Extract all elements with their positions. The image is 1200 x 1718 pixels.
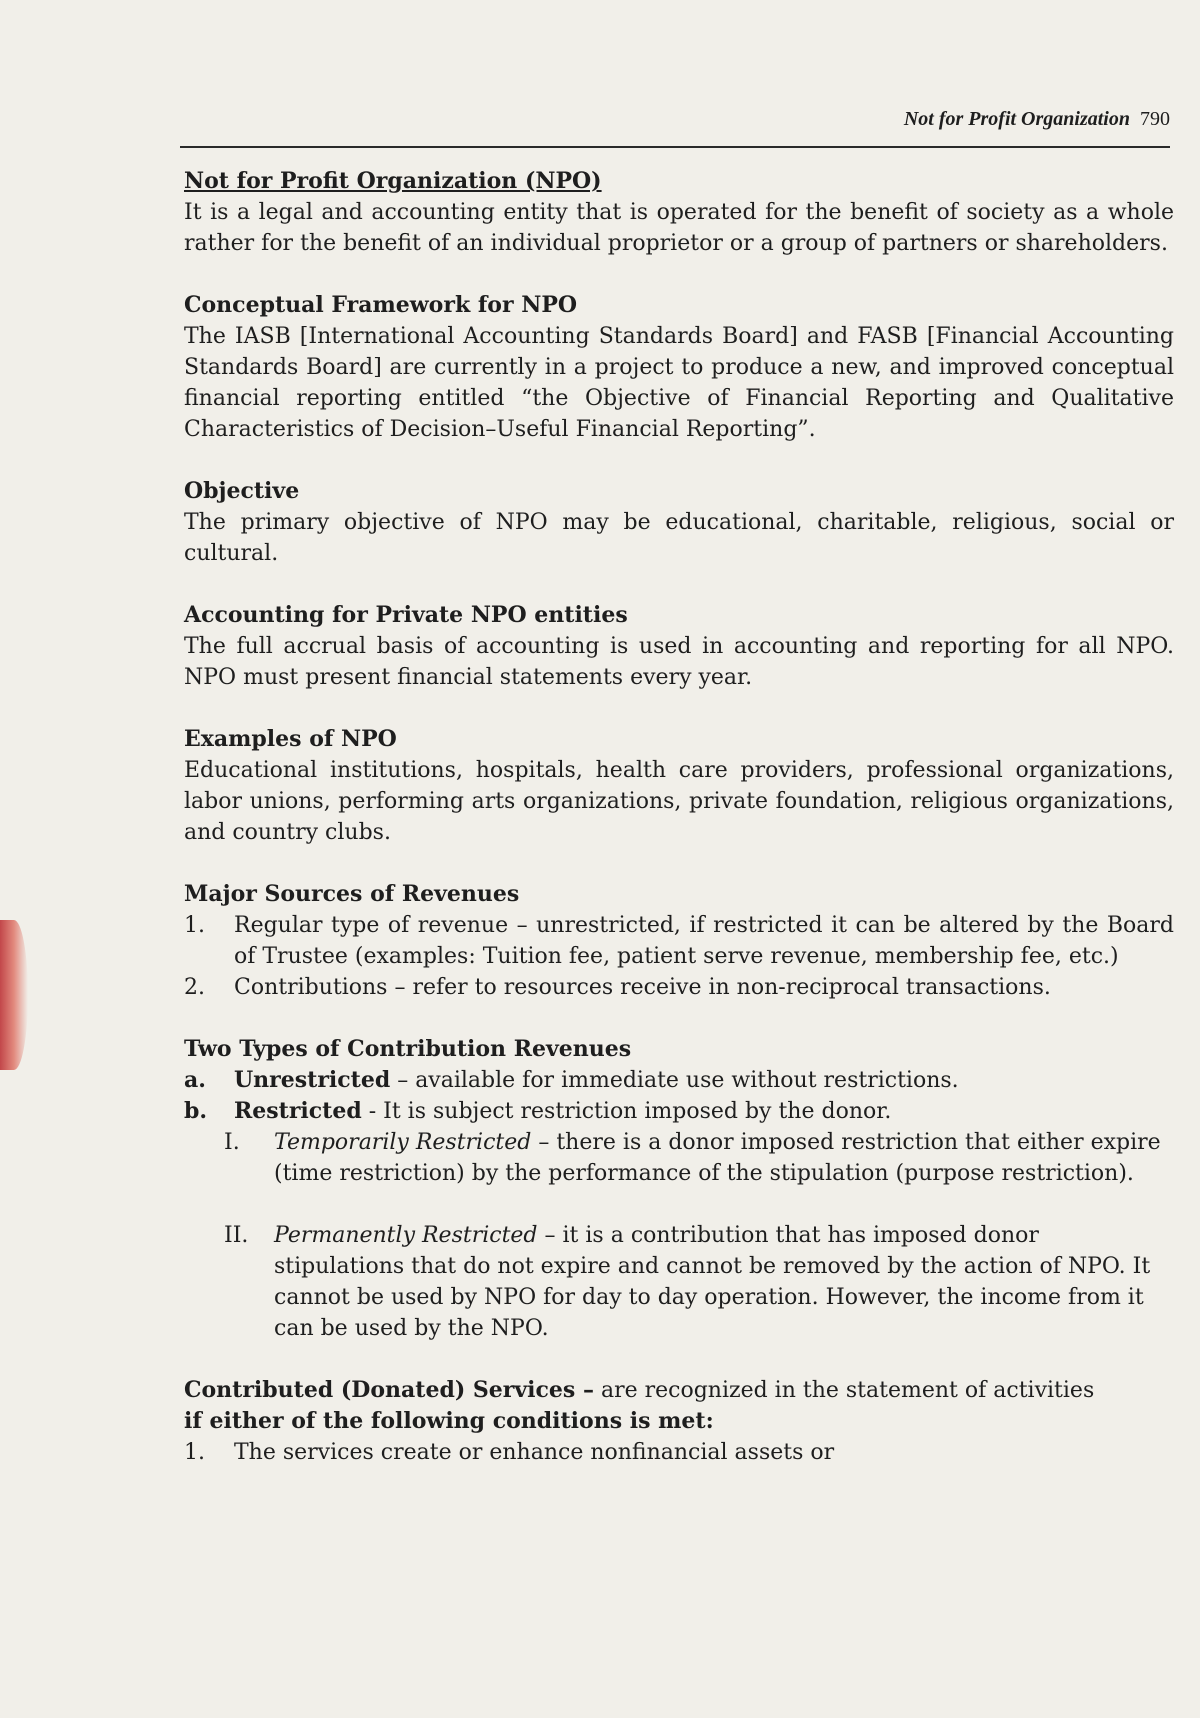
section-text <box>184 1375 1174 1406</box>
section-heading: Not for Profit Organization (NPO) <box>184 168 602 194</box>
list-marker: b. <box>184 1098 208 1124</box>
list-item-text <box>234 1096 1174 1127</box>
section-heading: Two Types of Contribution Revenues <box>184 1036 632 1062</box>
list-item-text: Regular type of revenue – unrestricted, if restricted it can be altered by the Board of Trustee (examples: Tuition fee, patient serve revenue, membership fee, etc.) <box>234 913 1174 969</box>
section-text: Educational institutions, hospitals, health care providers, professional organizations, labor unions, performing arts organizations, private foundation, religious organizations, and country clubs. <box>184 758 1174 845</box>
term-description: are recognized in the statement of activities <box>593 1378 1095 1403</box>
section-accounting <box>184 600 1174 693</box>
list-item <box>184 972 1174 1003</box>
term-description: – it is a contribution that has imposed donor stipulations that do not expire and cannot be removed by the action of NPO. It cannot be used by NPO for day to day operation. However, the income from it can be used by the NPO. <box>274 1223 1151 1341</box>
term-donated-services: Contributed (Donated) Services – <box>184 1377 594 1403</box>
section-heading: Examples of NPO <box>184 726 397 752</box>
term-restricted: Restricted <box>234 1098 362 1124</box>
page-content <box>184 166 1174 1499</box>
section-heading: Major Sources of Revenues <box>184 881 520 907</box>
section-heading: Objective <box>184 478 300 504</box>
running-title: Not for Profit Organization <box>903 108 1130 130</box>
list-item-text: Contributions – refer to resources receive in non-reciprocal transactions. <box>234 975 1051 1000</box>
section-npo <box>184 166 1174 259</box>
term-unrestricted: Unrestricted <box>234 1067 391 1093</box>
binding-shadow <box>0 920 28 1070</box>
list-item <box>184 910 1174 972</box>
page-number: 790 <box>1140 108 1170 130</box>
section-text: The IASB [International Accounting Standards Board] and FASB [Financial Accounting Standards Board] are currently in a project to produce a new, and improved conceptual financial reporting entitled “the Objective of Financial Reporting and Qualitative Characteristics of Decision–Useful Financial Reporting”. <box>184 324 1174 442</box>
list-item <box>184 1437 1174 1468</box>
conditions-lead: if either of the following conditions is met: <box>184 1408 714 1434</box>
revenues-list <box>184 910 1174 1003</box>
section-text: The full accrual basis of accounting is used in accounting and reporting for all NPO. NPO must present financial statements every year. <box>184 634 1174 690</box>
list-item <box>184 1065 1174 1096</box>
section-revenues <box>184 879 1174 1003</box>
section-heading: Accounting for Private NPO entities <box>184 602 628 628</box>
list-item-text <box>274 1220 1174 1344</box>
conditions-list <box>184 1437 1174 1468</box>
section-framework <box>184 290 1174 445</box>
list-item <box>184 1096 1174 1127</box>
list-marker: a. <box>184 1067 206 1093</box>
term-description: – available for immediate use without restrictions. <box>390 1068 959 1093</box>
section-donated-services <box>184 1375 1174 1468</box>
running-header <box>180 108 1170 131</box>
sublist-item <box>224 1220 1174 1344</box>
header-rule <box>180 146 1170 148</box>
restricted-sublist <box>224 1127 1174 1344</box>
list-item-text <box>234 1065 1174 1096</box>
list-item-text: The services create or enhance nonfinancial assets or <box>234 1440 835 1465</box>
term-permanently-restricted: Permanently Restricted <box>274 1223 538 1248</box>
term-temporarily-restricted: Temporarily Restricted <box>274 1130 532 1155</box>
list-item-text <box>274 1127 1174 1189</box>
section-text: The primary objective of NPO may be educational, charitable, religious, social or cultural. <box>184 510 1174 566</box>
sublist-item <box>224 1127 1174 1189</box>
list-marker: 1. <box>184 1440 205 1465</box>
list-marker: 1. <box>184 913 205 938</box>
term-description: – there is a donor imposed restriction that either expire (time restriction) by the performance of the stipulation (purpose restriction). <box>274 1130 1161 1186</box>
list-marker: I. <box>224 1130 240 1155</box>
list-marker: 2. <box>184 975 205 1000</box>
section-text: It is a legal and accounting entity that is operated for the benefit of society as a whole rather for the benefit of an individual proprietor or a group of partners or shareholders. <box>184 200 1174 256</box>
section-objective <box>184 476 1174 569</box>
section-contributions <box>184 1034 1174 1344</box>
contribution-types-list <box>184 1065 1174 1127</box>
section-heading: Conceptual Framework for NPO <box>184 292 578 318</box>
term-description: - It is subject restriction imposed by the donor. <box>361 1099 892 1124</box>
section-examples <box>184 724 1174 848</box>
list-marker: II. <box>224 1223 249 1248</box>
